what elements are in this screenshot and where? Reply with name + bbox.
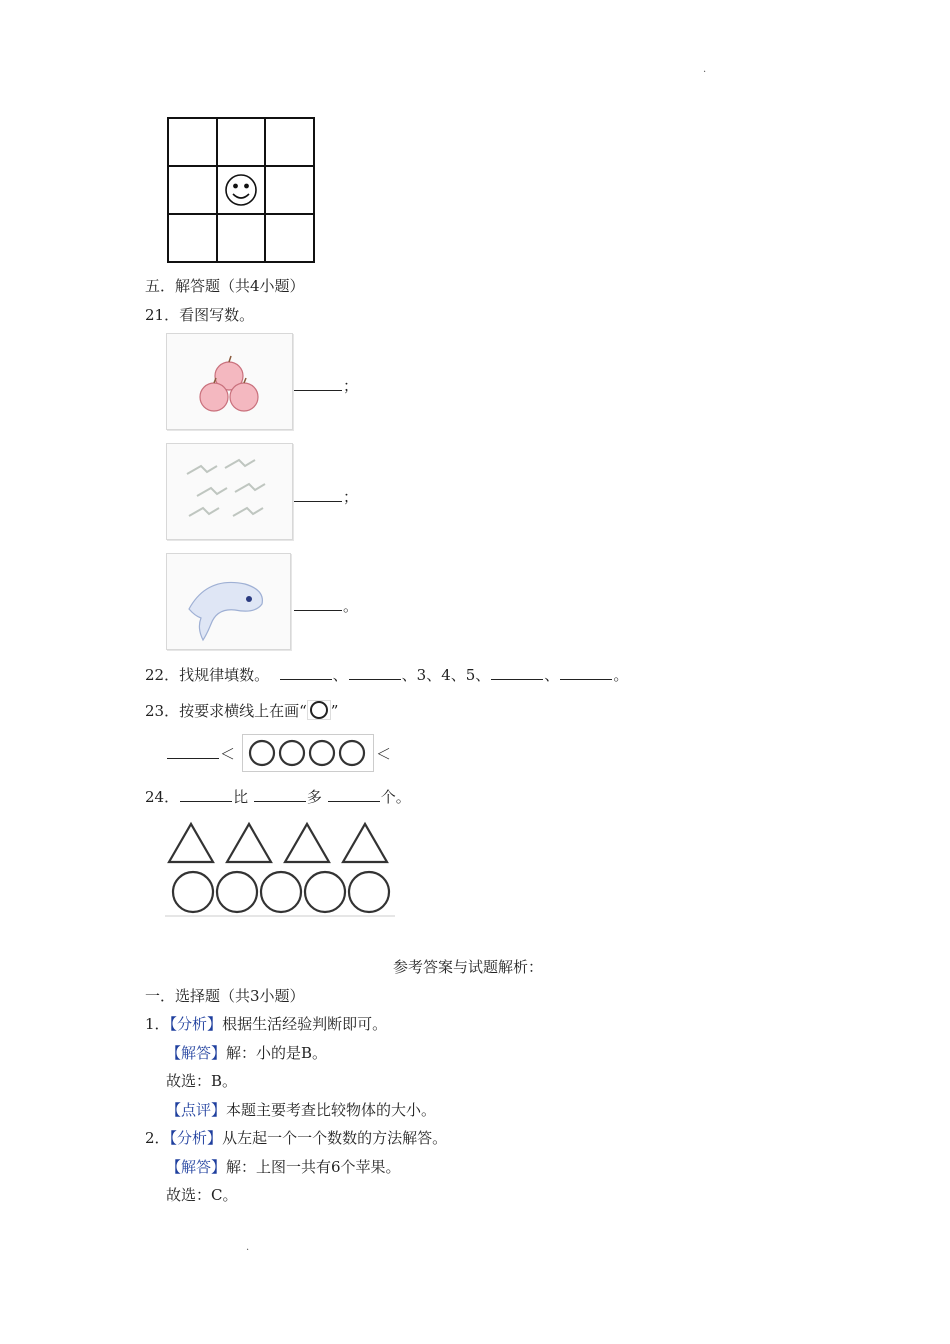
answer-1-choice: 故选：B。 bbox=[166, 1072, 238, 1090]
question-23: 23．按要求横线上在画“ ” bbox=[145, 702, 339, 720]
smiley-icon bbox=[226, 175, 256, 205]
answer-2-choice: 故选：C。 bbox=[166, 1186, 238, 1204]
birds-image bbox=[166, 443, 293, 540]
answer-blank[interactable] bbox=[491, 665, 543, 680]
answer-row-1: ； bbox=[293, 376, 358, 396]
answer-blank[interactable] bbox=[294, 487, 342, 502]
answer-blank[interactable] bbox=[349, 665, 401, 680]
header-dot: . bbox=[703, 64, 707, 75]
question-24: 24． 比 多 个。 bbox=[145, 788, 411, 806]
answer-1-solution: 【解答】解：小的是B。 bbox=[166, 1044, 328, 1062]
answer-row-2: ； bbox=[293, 487, 358, 507]
footer-dot: . bbox=[246, 1242, 250, 1253]
answer-2-solution: 【解答】解：上图一共有6个苹果。 bbox=[166, 1158, 401, 1176]
circles-figure bbox=[242, 734, 374, 772]
q23-lt-2: ＜ bbox=[376, 745, 392, 763]
answers-title: 参考答案与试题解析： bbox=[393, 958, 544, 976]
answer-blank[interactable] bbox=[560, 665, 612, 680]
circle-icon bbox=[173, 872, 389, 912]
answer-blank[interactable] bbox=[167, 744, 219, 759]
bird-icon bbox=[167, 444, 292, 539]
answer-blank[interactable] bbox=[280, 665, 332, 680]
grid-figure bbox=[166, 116, 316, 264]
answer-1-analysis: 1．【分析】根据生活经验判断即可。 bbox=[145, 1015, 388, 1033]
q23-compare-row: ＜ bbox=[166, 744, 235, 764]
answers-section-1: 一．选择题（共3小题） bbox=[145, 987, 305, 1005]
dolphin-image bbox=[166, 553, 291, 650]
circle-icon bbox=[307, 700, 331, 720]
answer-blank[interactable] bbox=[294, 596, 342, 611]
apples-image bbox=[166, 333, 293, 430]
section-title: 五．解答题（共4小题） bbox=[145, 277, 305, 295]
question-21: 21．看图写数。 bbox=[145, 306, 255, 324]
answer-blank[interactable] bbox=[328, 787, 380, 802]
answer-row-3: 。 bbox=[293, 596, 358, 616]
dolphin-icon bbox=[167, 554, 290, 649]
shapes-figure bbox=[165, 818, 395, 918]
answer-blank[interactable] bbox=[180, 787, 232, 802]
apple-icon bbox=[167, 334, 292, 429]
question-22: 22．找规律填数。 、 、3、4、5、 、 。 bbox=[145, 666, 629, 684]
answer-2-analysis: 2．【分析】从左起一个一个数数的方法解答。 bbox=[145, 1129, 448, 1147]
answer-1-comment: 【点评】本题主要考查比较物体的大小。 bbox=[166, 1101, 437, 1119]
answer-blank[interactable] bbox=[294, 376, 342, 391]
triangle-icon bbox=[169, 824, 387, 862]
answer-blank[interactable] bbox=[254, 787, 306, 802]
